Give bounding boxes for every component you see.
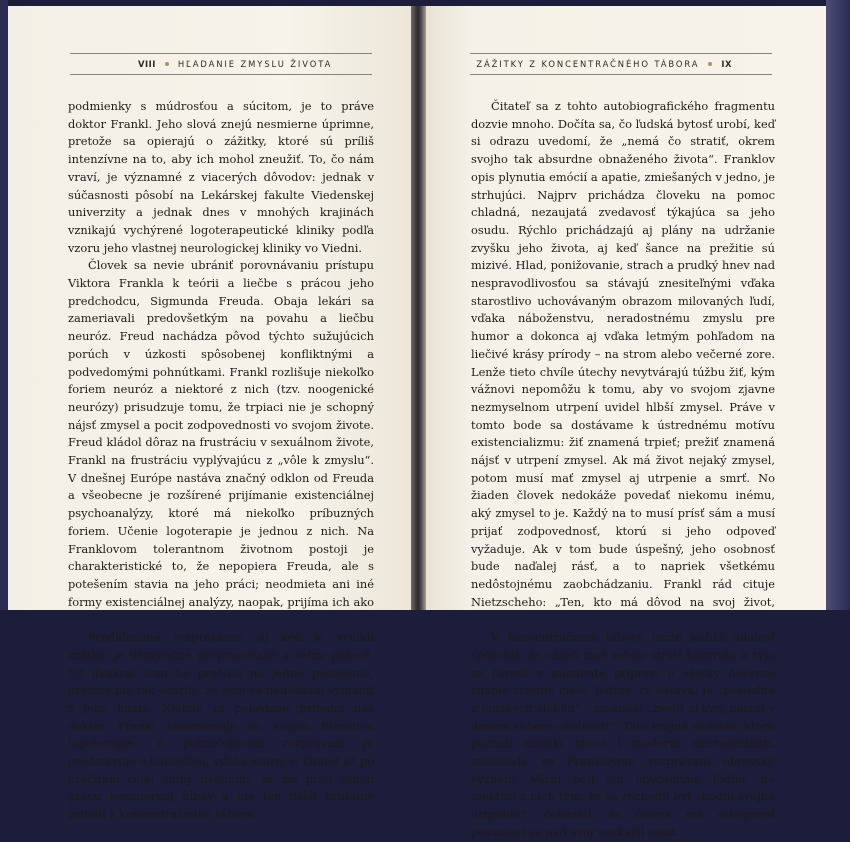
right-running-head: [470, 53, 772, 75]
left-page-number: VIII: [138, 59, 156, 69]
ornament-dot: [165, 62, 169, 66]
left-body-text: [68, 98, 374, 824]
paragraph: Čitateľ sa z tohto autobiografického fragmentu dozvie mnoho. Dočíta sa, čo ľudská bytosť urobí, keď si odrazu uvedomí, že „nemá čo stratiť, okrem svojho tak absurdne obnaženého života“. Franklov opis plynutia emócií a apatie, zmiešaných v jedno, je strhujúci. Najprv prichádza človeku na pomoc chladná, nezaujatá zvedavosť týkajúca sa jeho osudu. Rýchlo prichádzajú aj plány na udržanie zvyšku jeho života, aj keď šance na prežitie sú mizivé. Hlad, ponižovanie, strach a prudký hnev nad nespravodlivosťou sa stávajú znesiteľnými vďaka starostlivo uchovávaným obrazom milovaných ľudí, vďaka náboženstvu, neradostnému zmyslu pre humor a dokonca aj vďaka letmým pohľadom na liečivé krásy prírody – na strom alebo večerné zore. Lenže tieto chvíle útechy nevytvárajú túžbu žiť, kým vážnovi nepomôžu k tomu, aby vo svojom zjavne nezmyselnom utrpení uvidel hlbší zmysel. Práve v tomto bode sa dostávame k ústrednému motívu existencializmu: žiť znamená trpieť; prežiť znamená nájsť v utrpení zmysel. Ak má život nejaký zmysel, potom musí mať zmysel aj utrpenie a smrť. No žiaden človek nedokáže povedať niekomu inému, aký zmysel to je. Každý na to musí prísť sám a musí prijať zodpovednosť, ktorú si jeho odpoveď vyžaduje. Ak v tom bude úspešný, jeho osobnosť bude naďalej rásť, a to napriek všetkému nedôstojnému zaobchádzaniu. Frankl rád cituje Nietzscheho: „Ten, kto má dôvod na svoj život,: [471, 99, 775, 609]
paragraph: podmienky s múdrosťou a súcitom, je to práve doktor Frankl. Jeho slová znejú nesmierne úprimne, pretože sa opierajú o zážitky, ktoré sú príliš intenzívne na to, aby ich mohol zneužiť. To, čo nám vraví, je významné z viacerých dôvodov: jednak v súčasnosti pôsobí na Lekárskej fakulte Viedenskej univerzity a jednak dnes v mnohých krajinách vznikajú vychýrené logoterapeutické kliniky podľa vzoru jeho vlastnej neurologickej kliniky vo Viedni.: [68, 99, 374, 255]
right-page-number: IX: [721, 59, 732, 69]
right-running-title: ZÁŽITKY Z KONCENTRAČNÉHO TÁBORA: [476, 59, 700, 69]
book-cover-left-edge: [0, 0, 8, 625]
ornament-dot: [708, 62, 712, 66]
left-running-title: HĽADANIE ZMYSLU ŽIVOTA: [177, 59, 333, 69]
paragraph: V koncentračnom tábore môže každá udalosť spôsobiť, že väzeň nad sebou stratí kontrolu a tým sa človek v momente pripraví o všetky dôverne známe životné ciele. Jediné, čo ostáva, je „posledná z ľudských slobôd“ – možnosť „zvoliť si svoj postoj v danom súbore okolností“. Táto krajná sloboda, ktorú poznali antickí stoici i moderní existencialisti, nadobúda vo Franklovom rozprávaní obrovský význam. Väzni boli len obyčajnými ľuďmi, no niektorí z nich tým, že sa rozhodli byť „hodní svojho utrpenia“, dokázali, že človek má schopnosť povzniesť sa nad svoj vonkajší osud.: [471, 630, 775, 839]
book-gutter: [411, 6, 426, 612]
left-running-head: [70, 53, 372, 75]
left-page: [8, 6, 411, 822]
paragraph: Človek sa nevie ubrániť porovnávaniu prístupu Viktora Frankla k teórii a liečbe s prácou jeho predchodcu, Sigmunda Freuda. Obaja lekári sa zameriavali predovšetkým na povahu a liečbu neuróz. Freud nachádza pôvod týchto sužujúcich porúch v úzkosti spôsobenej konfliktnými a podvedomými pohnútkami. Frankl rozlišuje niekoľko foriem neuróz a niektoré z nich (tzv. noogenické neurózy) prisudzuje tomu, že trpiaci nie je schopný nájsť zmysel a pocit zodpovednosti vo svojom živote. Freud kládol dôraz na frustráciu v sexuálnom živote, Frankl na frustráciu vyplývajúcu z „vôle k zmyslu“. V dnešnej Európe nastáva značný odklon od Freuda a všeobecne je rozšírené prijímanie existenciálnej psychoanalýzy, ktoré má niekoľko príbuzných foriem. Učenie logoterapie je jednou z nich. Na Franklovom tolerantnom životnom postoji je charakteristické to, že nepopiera Freuda, ale s potešením stavia na jeho práci; neodmieta ani iné formy existenciálnej analýzy, naopak, prijíma ich ako: [68, 258, 374, 609]
right-body-text: [471, 98, 775, 842]
book-cover-right-edge: [826, 0, 850, 625]
paragraph: Predkladané rozprávanie, aj keď je vcelku krátke, je dômyselne prepracované a veľmi pútavé. Už dvakrát som ho prečítal na jedno posedenie, pretože ma tak očarilo, že som sa nedokázal vymaniť z jeho kúzla. Niekde za polovicou príbehu nás doktor Frankl oboznamuje so svojou filozofiou logoterapie. V pokračujúcom rozprávaní ju predstavuje s ľahkosťou, vďaka ktorej si čitateľ až po prečítaní celej knihy uvedomí, že má pred sebou prácu nesmiernej hĺbky a nie len ďalší brutálny príbeh z koncentračného tábora.: [68, 630, 374, 822]
background-strip: [0, 610, 850, 625]
right-page: [426, 6, 826, 839]
